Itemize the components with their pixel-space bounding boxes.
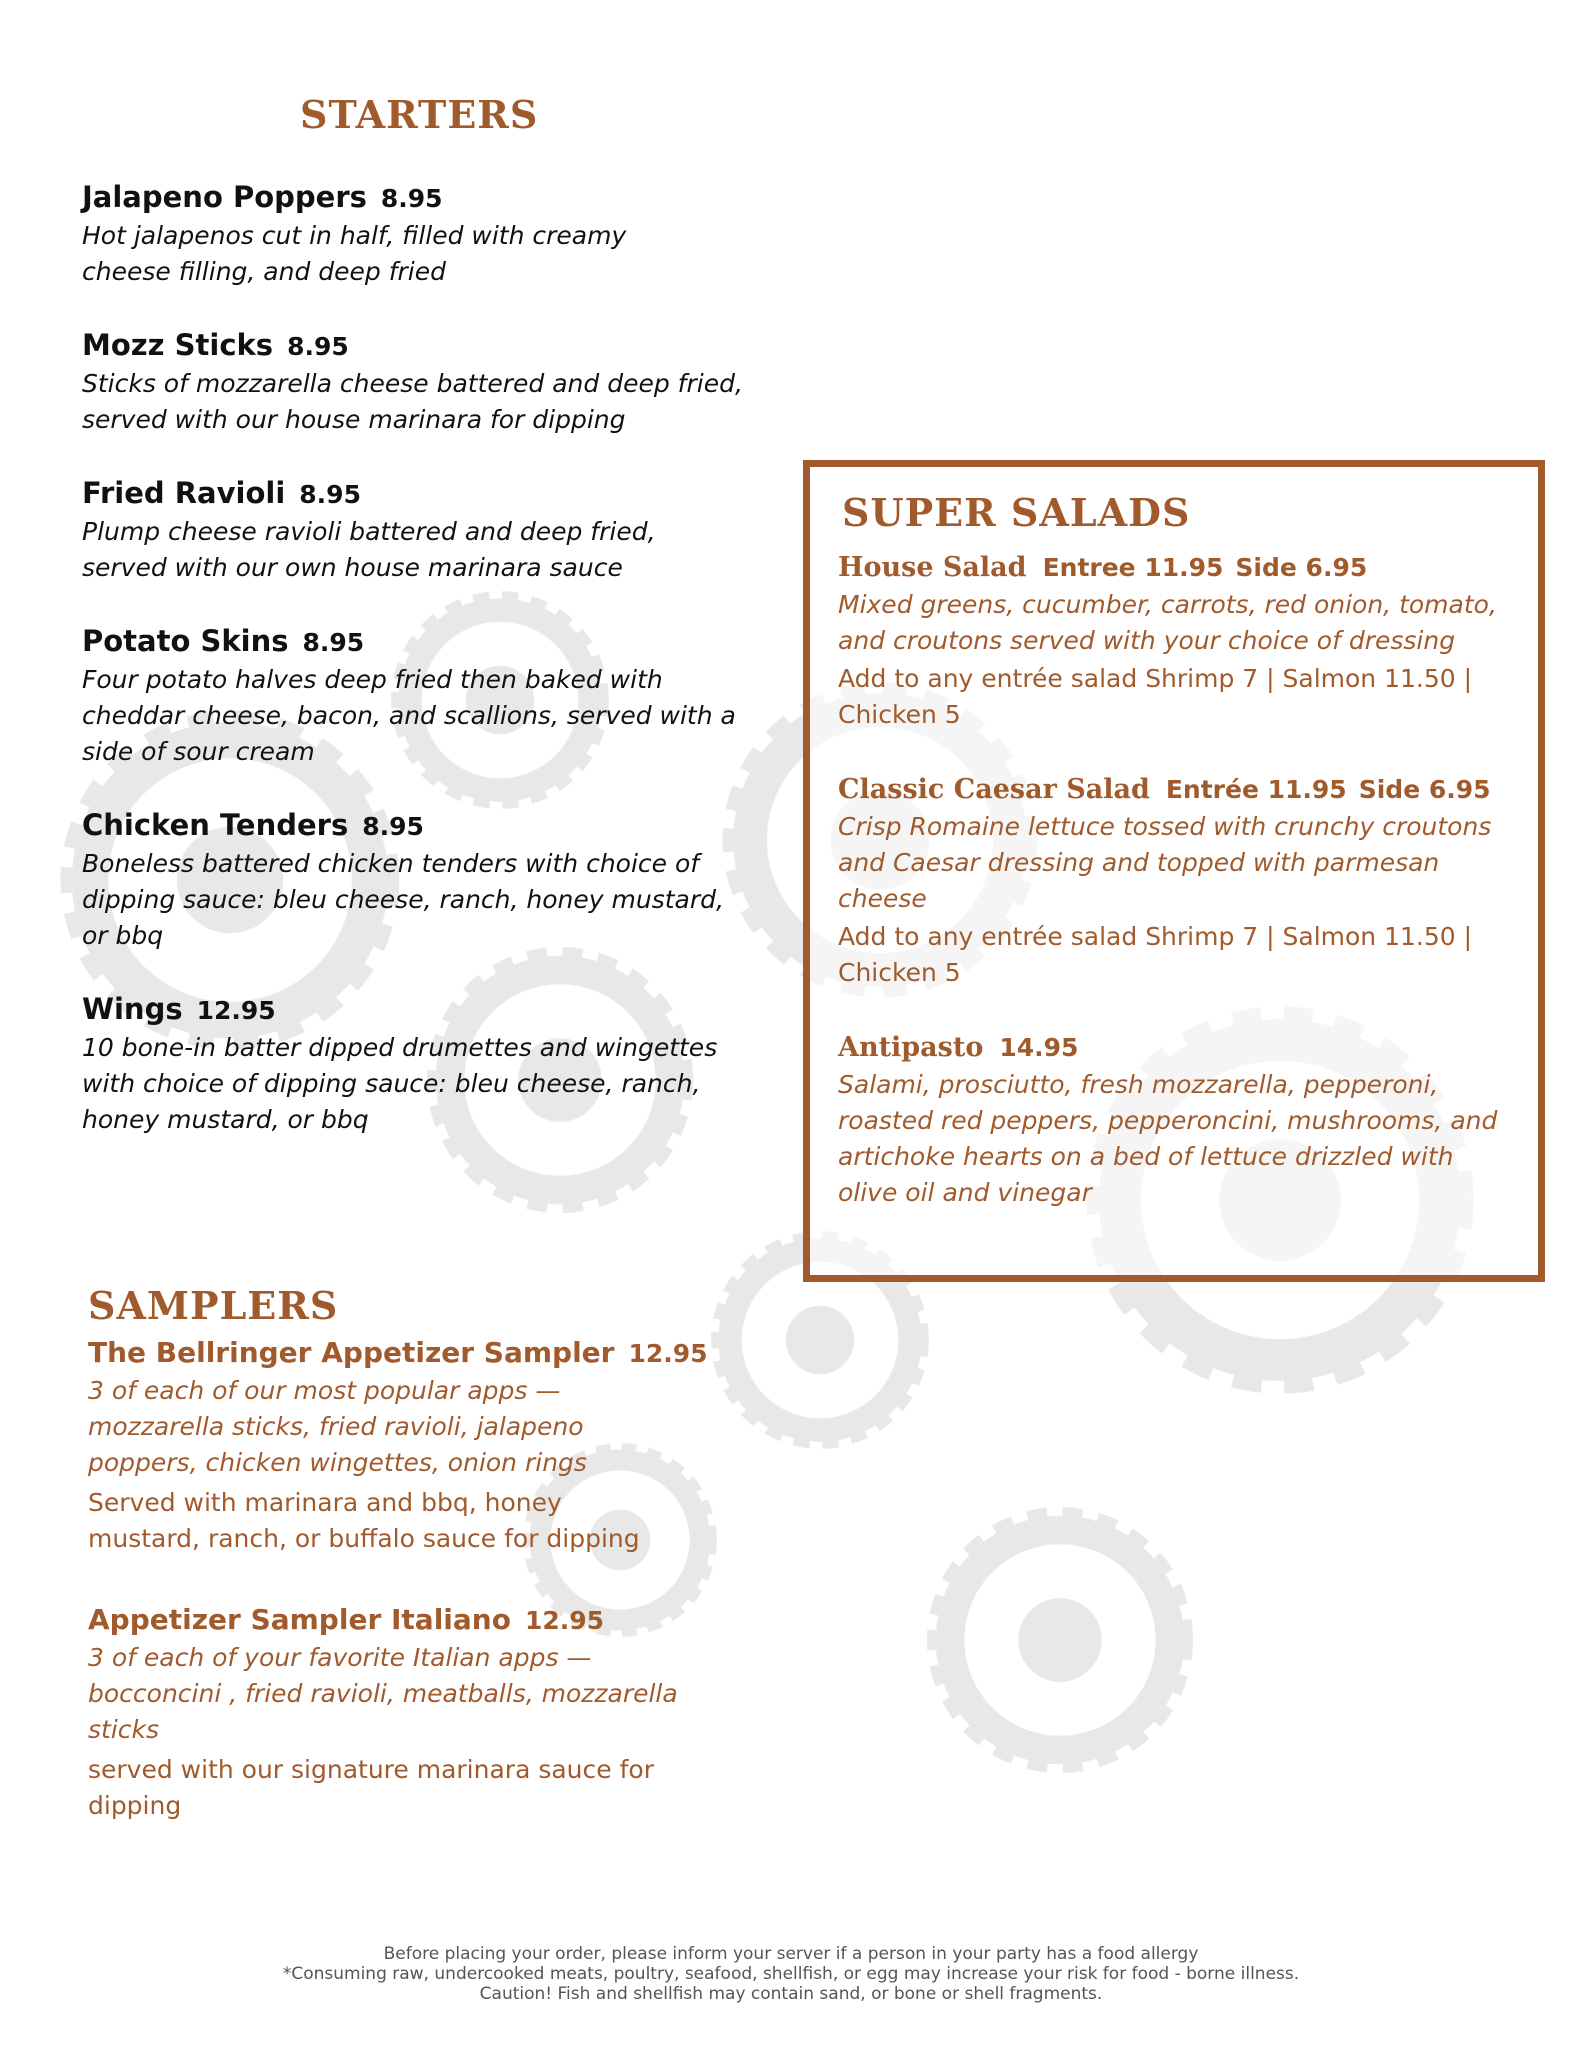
disclaimer-line: Caution! Fish and shellfish may contain sand, or bone or shell fragments. — [479, 1984, 1103, 2004]
item-price-entree: Entrée 11.95 — [1165, 775, 1347, 804]
item-price-side: Side 6.95 — [1235, 553, 1368, 582]
super-salads-box — [803, 460, 1545, 1282]
menu-item — [82, 326, 762, 438]
item-name: Jalapeno Poppers — [82, 180, 367, 214]
item-name: Classic Caesar Salad — [838, 774, 1150, 805]
item-name: Mozz Sticks — [82, 328, 274, 362]
menu-item — [88, 1601, 728, 1824]
item-description: Salami, prosciutto, fresh mozzarella, pepperoni, roasted red peppers, pepperoncini, mushrooms, and artichoke hearts on a bed of lettuce drizzled with olive oil and vinegar — [838, 1070, 1498, 1207]
samplers-section — [88, 1282, 728, 1868]
menu-item — [838, 1029, 1514, 1211]
disclaimer-line: Before placing your order, please inform your server if a person in your party has a food allergy — [383, 1944, 1199, 1964]
item-description: Mixed greens, cucumber, carrots, red onion, tomato, and croutons served with your choice of dressing — [838, 590, 1497, 655]
item-price: 8.95 — [380, 184, 443, 213]
starters-list — [82, 178, 762, 1174]
item-description: Plump cheese ravioli battered and deep fried, served with our own house marinara sauce — [82, 517, 656, 582]
item-description: 10 bone-in batter dipped drumettes and wingettes with choice of dipping sauce: bleu cheese, ranch, honey mustard, or bbq — [82, 1033, 718, 1134]
item-addon: Add to any entrée salad Shrimp 7 | Salmon 11.50 | Chicken 5 — [838, 664, 1473, 729]
item-description: Four potato halves deep fried then baked with cheddar cheese, bacon, and scallions, served with a side of sour cream — [82, 665, 736, 766]
menu-item — [838, 549, 1514, 733]
item-name: The Bellringer Appetizer Sampler — [88, 1336, 615, 1369]
item-description: Boneless battered chicken tenders with choice of dipping sauce: bleu cheese, ranch, honey mustard, or bbq — [82, 849, 724, 950]
item-addon: Add to any entrée salad Shrimp 7 | Salmon 11.50 | Chicken 5 — [838, 922, 1473, 987]
starters-heading: STARTERS — [300, 92, 539, 137]
menu-item — [82, 178, 762, 290]
menu-item — [82, 806, 762, 954]
item-note: served with our signature marinara sauce for dipping — [88, 1755, 654, 1820]
item-description: Sticks of mozzarella cheese battered and deep fried, served with our house marinara for dipping — [82, 369, 743, 434]
item-note: Served with marinara and bbq, honey mustard, ranch, or buffalo sauce for dipping — [88, 1488, 640, 1553]
menu-item — [82, 474, 762, 586]
item-description: 3 of each of our most popular apps — mozzarella sticks, fried ravioli, jalapeno poppers, chicken wingettes, onion rings — [88, 1376, 587, 1477]
item-name: House Salad — [838, 552, 1027, 583]
item-description: Hot jalapenos cut in half, filled with creamy cheese filling, and deep fried — [82, 221, 627, 286]
item-price: 12.95 — [196, 996, 276, 1025]
item-price-side: Side 6.95 — [1358, 775, 1491, 804]
allergy-disclaimer — [0, 1944, 1582, 2004]
samplers-heading: SAMPLERS — [88, 1283, 339, 1328]
item-description: Crisp Romaine lettuce tossed with crunchy croutons and Caesar dressing and topped with parmesan cheese — [838, 812, 1492, 913]
menu-item — [82, 990, 762, 1138]
menu-item — [88, 1334, 728, 1557]
item-name: Potato Skins — [82, 624, 289, 658]
item-name: Wings — [82, 992, 183, 1026]
disclaimer-line: *Consuming raw, undercooked meats, poultry, seafood, shellfish, or egg may increase your risk for food - borne illness. — [282, 1964, 1300, 1984]
item-price: 8.95 — [362, 812, 424, 841]
salads-heading: SUPER SALADS — [842, 490, 1191, 535]
item-price: 14.95 — [999, 1033, 1079, 1062]
item-name: Appetizer Sampler Italiano — [88, 1603, 511, 1636]
menu-item — [82, 622, 762, 770]
item-price: 8.95 — [302, 628, 365, 657]
item-description: 3 of each of your favorite Italian apps — bocconcini , fried ravioli, meatballs, mozzarella sticks — [88, 1643, 678, 1744]
item-price-entree: Entree 11.95 — [1042, 553, 1224, 582]
item-price: 8.95 — [287, 332, 349, 361]
item-name: Chicken Tenders — [82, 808, 349, 842]
item-price: 12.95 — [524, 1606, 605, 1635]
item-name: Antipasto — [838, 1032, 984, 1063]
item-name: Fried Ravioli — [82, 476, 286, 510]
item-price: 8.95 — [299, 480, 361, 509]
menu-item — [838, 771, 1514, 991]
item-price: 12.95 — [628, 1339, 708, 1368]
